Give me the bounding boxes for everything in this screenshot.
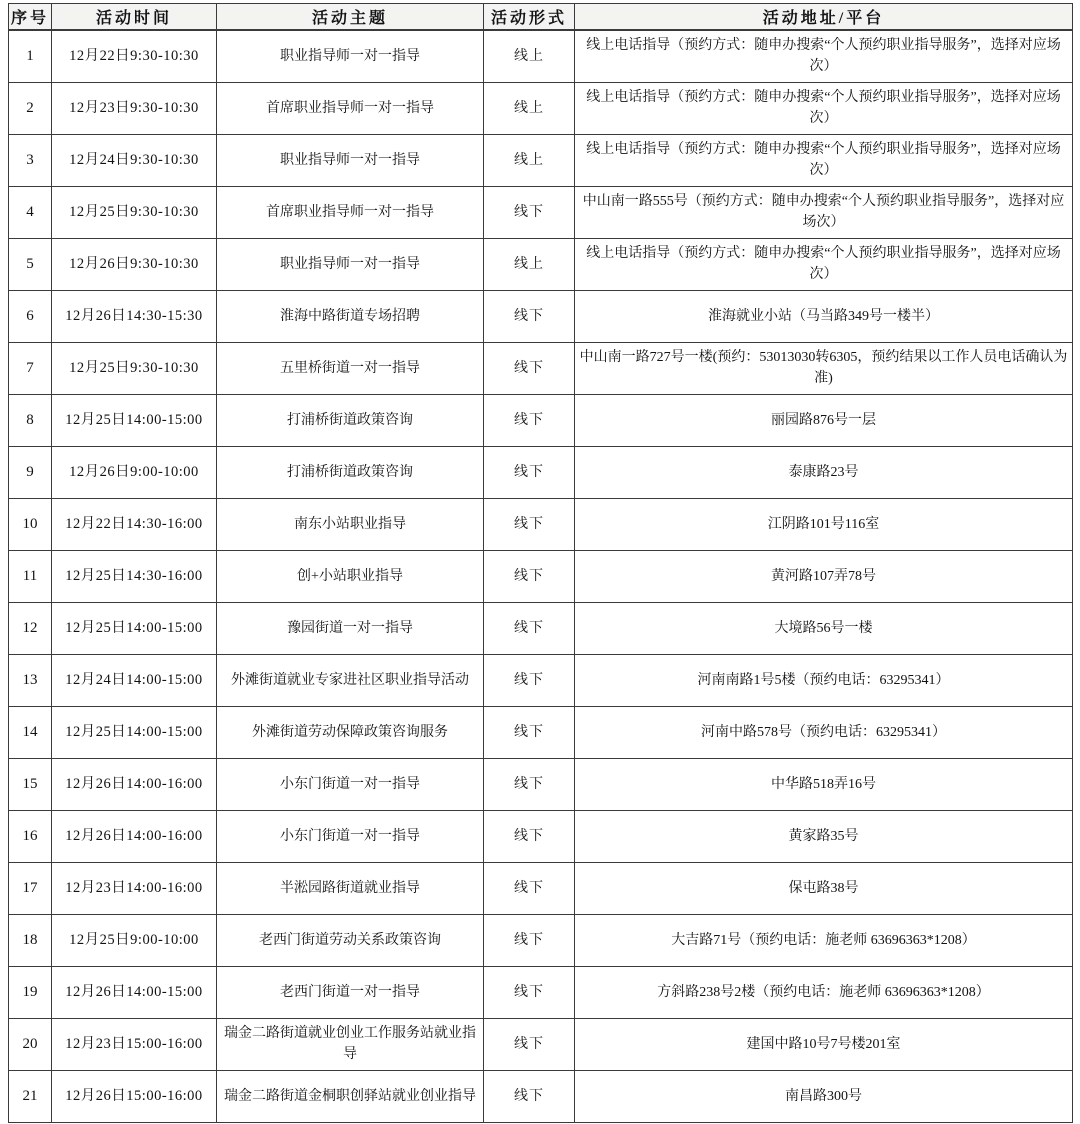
- table-row: [9, 706, 1073, 758]
- table-row: [9, 654, 1073, 706]
- topic-cell: 首席职业指导师一对一指导: [217, 82, 484, 134]
- header-address: 活动地址/平台: [575, 4, 1073, 31]
- time-cell: 12月25日9:30-10:30: [52, 342, 217, 394]
- address-cell: 线上电话指导（预约方式：随申办搜索“个人预约职业指导服务”，选择对应场次）: [575, 82, 1073, 134]
- time-cell: 12月25日9:00-10:00: [52, 914, 217, 966]
- table-row: [9, 758, 1073, 810]
- time-cell: 12月24日9:30-10:30: [52, 134, 217, 186]
- topic-cell: 瑞金二路街道金桐职创驿站就业创业指导: [217, 1070, 484, 1122]
- topic-cell: 职业指导师一对一指导: [217, 134, 484, 186]
- address-cell: 河南南路1号5楼（预约电话：63295341）: [575, 654, 1073, 706]
- serial-cell: 4: [9, 186, 52, 238]
- topic-cell: 首席职业指导师一对一指导: [217, 186, 484, 238]
- topic-cell: 外滩街道劳动保障政策咨询服务: [217, 706, 484, 758]
- table-header: [9, 4, 1073, 31]
- activity-table: [8, 3, 1073, 1123]
- address-cell: 中山南一路727号一楼(预约：53013030转6305，预约结果以工作人员电话确认为准): [575, 342, 1073, 394]
- table-row: [9, 966, 1073, 1018]
- topic-cell: 小东门街道一对一指导: [217, 810, 484, 862]
- serial-cell: 2: [9, 82, 52, 134]
- address-cell: 大境路56号一楼: [575, 602, 1073, 654]
- address-cell: 泰康路23号: [575, 446, 1073, 498]
- serial-cell: 14: [9, 706, 52, 758]
- topic-cell: 南东小站职业指导: [217, 498, 484, 550]
- time-cell: 12月25日14:00-15:00: [52, 706, 217, 758]
- topic-cell: 职业指导师一对一指导: [217, 30, 484, 82]
- format-cell: 线下: [484, 394, 575, 446]
- time-cell: 12月25日14:00-15:00: [52, 602, 217, 654]
- topic-cell: 小东门街道一对一指导: [217, 758, 484, 810]
- time-cell: 12月25日14:30-16:00: [52, 550, 217, 602]
- serial-cell: 8: [9, 394, 52, 446]
- table-row: [9, 446, 1073, 498]
- table-row: [9, 134, 1073, 186]
- time-cell: 12月26日14:00-16:00: [52, 758, 217, 810]
- format-cell: 线上: [484, 30, 575, 82]
- address-cell: 丽园路876号一层: [575, 394, 1073, 446]
- serial-cell: 17: [9, 862, 52, 914]
- time-cell: 12月22日9:30-10:30: [52, 30, 217, 82]
- table-row: [9, 238, 1073, 290]
- serial-cell: 5: [9, 238, 52, 290]
- format-cell: 线上: [484, 82, 575, 134]
- table-row: [9, 498, 1073, 550]
- address-cell: 保屯路38号: [575, 862, 1073, 914]
- table-row: [9, 602, 1073, 654]
- address-cell: 淮海就业小站（马当路349号一楼半）: [575, 290, 1073, 342]
- topic-cell: 五里桥街道一对一指导: [217, 342, 484, 394]
- topic-cell: 打浦桥街道政策咨询: [217, 394, 484, 446]
- serial-cell: 7: [9, 342, 52, 394]
- serial-cell: 10: [9, 498, 52, 550]
- format-cell: 线下: [484, 914, 575, 966]
- table-row: [9, 914, 1073, 966]
- header-row: [9, 4, 1073, 31]
- address-cell: 线上电话指导（预约方式：随申办搜索“个人预约职业指导服务”，选择对应场次）: [575, 30, 1073, 82]
- address-cell: 线上电话指导（预约方式：随申办搜索“个人预约职业指导服务”，选择对应场次）: [575, 134, 1073, 186]
- table-row: [9, 1070, 1073, 1122]
- address-cell: 南昌路300号: [575, 1070, 1073, 1122]
- topic-cell: 豫园街道一对一指导: [217, 602, 484, 654]
- table-body: [9, 30, 1073, 1122]
- table-row: [9, 550, 1073, 602]
- serial-cell: 11: [9, 550, 52, 602]
- time-cell: 12月26日9:00-10:00: [52, 446, 217, 498]
- topic-cell: 外滩街道就业专家进社区职业指导活动: [217, 654, 484, 706]
- address-cell: 黄家路35号: [575, 810, 1073, 862]
- time-cell: 12月23日9:30-10:30: [52, 82, 217, 134]
- format-cell: 线下: [484, 810, 575, 862]
- address-cell: 中华路518弄16号: [575, 758, 1073, 810]
- format-cell: 线下: [484, 1018, 575, 1070]
- time-cell: 12月23日15:00-16:00: [52, 1018, 217, 1070]
- format-cell: 线下: [484, 290, 575, 342]
- format-cell: 线上: [484, 134, 575, 186]
- topic-cell: 职业指导师一对一指导: [217, 238, 484, 290]
- serial-cell: 20: [9, 1018, 52, 1070]
- address-cell: 中山南一路555号（预约方式：随申办搜索“个人预约职业指导服务”，选择对应场次）: [575, 186, 1073, 238]
- time-cell: 12月26日9:30-10:30: [52, 238, 217, 290]
- topic-cell: 半淞园路街道就业指导: [217, 862, 484, 914]
- format-cell: 线下: [484, 862, 575, 914]
- table-row: [9, 810, 1073, 862]
- table-row: [9, 394, 1073, 446]
- time-cell: 12月25日9:30-10:30: [52, 186, 217, 238]
- time-cell: 12月26日15:00-16:00: [52, 1070, 217, 1122]
- topic-cell: 老西门街道劳动关系政策咨询: [217, 914, 484, 966]
- address-cell: 线上电话指导（预约方式：随申办搜索“个人预约职业指导服务”，选择对应场次）: [575, 238, 1073, 290]
- address-cell: 江阴路101号116室: [575, 498, 1073, 550]
- header-serial: 序号: [9, 4, 52, 31]
- format-cell: 线下: [484, 1070, 575, 1122]
- serial-cell: 15: [9, 758, 52, 810]
- serial-cell: 12: [9, 602, 52, 654]
- serial-cell: 9: [9, 446, 52, 498]
- topic-cell: 老西门街道一对一指导: [217, 966, 484, 1018]
- table-row: [9, 342, 1073, 394]
- address-cell: 方斜路238号2楼（预约电话：施老师 63696363*1208）: [575, 966, 1073, 1018]
- topic-cell: 创+小站职业指导: [217, 550, 484, 602]
- table-row: [9, 30, 1073, 82]
- time-cell: 12月26日14:00-16:00: [52, 810, 217, 862]
- time-cell: 12月23日14:00-16:00: [52, 862, 217, 914]
- format-cell: 线下: [484, 654, 575, 706]
- address-cell: 河南中路578号（预约电话：63295341）: [575, 706, 1073, 758]
- header-topic: 活动主题: [217, 4, 484, 31]
- table-row: [9, 290, 1073, 342]
- time-cell: 12月26日14:00-15:00: [52, 966, 217, 1018]
- table-row: [9, 82, 1073, 134]
- format-cell: 线下: [484, 758, 575, 810]
- format-cell: 线上: [484, 238, 575, 290]
- serial-cell: 1: [9, 30, 52, 82]
- serial-cell: 19: [9, 966, 52, 1018]
- address-cell: 大吉路71号（预约电话：施老师 63696363*1208）: [575, 914, 1073, 966]
- format-cell: 线下: [484, 446, 575, 498]
- header-time: 活动时间: [52, 4, 217, 31]
- time-cell: 12月26日14:30-15:30: [52, 290, 217, 342]
- serial-cell: 16: [9, 810, 52, 862]
- serial-cell: 3: [9, 134, 52, 186]
- time-cell: 12月22日14:30-16:00: [52, 498, 217, 550]
- topic-cell: 打浦桥街道政策咨询: [217, 446, 484, 498]
- table-row: [9, 862, 1073, 914]
- header-format: 活动形式: [484, 4, 575, 31]
- time-cell: 12月24日14:00-15:00: [52, 654, 217, 706]
- table-row: [9, 1018, 1073, 1070]
- address-cell: 黄河路107弄78号: [575, 550, 1073, 602]
- format-cell: 线下: [484, 966, 575, 1018]
- table-row: [9, 186, 1073, 238]
- format-cell: 线下: [484, 342, 575, 394]
- format-cell: 线下: [484, 706, 575, 758]
- topic-cell: 淮海中路街道专场招聘: [217, 290, 484, 342]
- address-cell: 建国中路10号7号楼201室: [575, 1018, 1073, 1070]
- topic-cell: 瑞金二路街道就业创业工作服务站就业指导: [217, 1018, 484, 1070]
- serial-cell: 21: [9, 1070, 52, 1122]
- serial-cell: 18: [9, 914, 52, 966]
- format-cell: 线下: [484, 498, 575, 550]
- serial-cell: 6: [9, 290, 52, 342]
- format-cell: 线下: [484, 550, 575, 602]
- format-cell: 线下: [484, 186, 575, 238]
- time-cell: 12月25日14:00-15:00: [52, 394, 217, 446]
- serial-cell: 13: [9, 654, 52, 706]
- format-cell: 线下: [484, 602, 575, 654]
